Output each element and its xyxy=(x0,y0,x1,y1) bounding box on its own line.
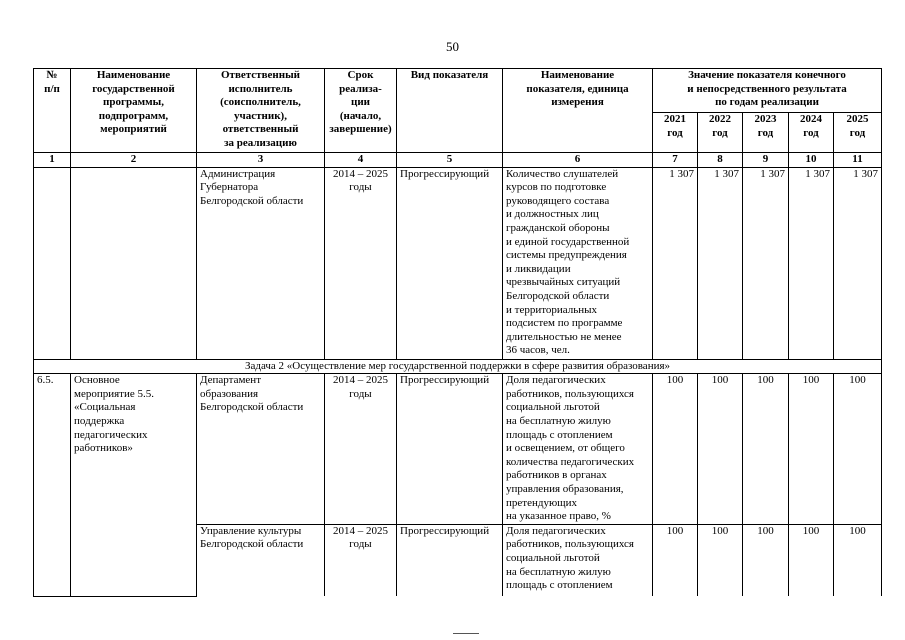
column-number: 9 xyxy=(743,153,789,168)
value-2024: 1 307 xyxy=(789,167,834,359)
column-number: 10 xyxy=(789,153,834,168)
value-2025: 100 xyxy=(834,374,882,525)
column-number: 2 xyxy=(71,153,197,168)
header-year-2023: 2023 год xyxy=(743,113,789,153)
executor-name: Управление культуры Белгородской области xyxy=(197,524,325,596)
column-number: 4 xyxy=(325,153,397,168)
term: 2014 – 2025 годы xyxy=(325,524,397,596)
value-2025: 100 xyxy=(834,524,882,596)
indicator-name: Доля педагогических работников, пользующихся социальной льготой на бесплатную жилую площадь с отоплением и освещением, от общего количества педагогических работников в органах управления образования, претендующих на указанное право, % xyxy=(503,374,653,525)
executor-name: Департамент образования Белгородской области xyxy=(197,374,325,525)
header-year-2021: 2021 год xyxy=(653,113,698,153)
value-2021: 100 xyxy=(653,374,698,525)
value-2022: 100 xyxy=(698,374,743,525)
program-name: Основное мероприятие 5.5. «Социальная поддержка педагогических работников» xyxy=(71,374,197,597)
value-2022: 100 xyxy=(698,524,743,596)
column-number: 5 xyxy=(397,153,503,168)
indicators-table xyxy=(33,68,882,597)
table-row xyxy=(34,374,882,525)
column-number: 7 xyxy=(653,153,698,168)
column-number: 11 xyxy=(834,153,882,168)
value-2021: 100 xyxy=(653,524,698,596)
executor-name: Администрация Губернатора Белгородской области xyxy=(197,167,325,359)
indicator-kind: Прогрессирующий xyxy=(397,374,503,525)
header-num: № п/п xyxy=(34,69,71,153)
value-2023: 100 xyxy=(743,524,789,596)
indicator-name: Количество слушателей курсов по подготовке руководящего состава и должностных лиц гражданской обороны и единой государственной системы предупреждения и ликвидации чрезвычайных ситуаций Белгородской области и территориальных подсистем по программе длительностью не менее 36 часов, чел. xyxy=(503,167,653,359)
header-term: Срок реализа- ции (начало, завершение) xyxy=(325,69,397,153)
header-kind: Вид показателя xyxy=(397,69,503,153)
value-2024: 100 xyxy=(789,374,834,525)
column-numbers-row xyxy=(34,153,882,168)
term: 2014 – 2025 годы xyxy=(325,374,397,525)
task-title: Задача 2 «Осуществление мер государственной поддержки в сфере развития образования» xyxy=(34,359,882,374)
column-number: 3 xyxy=(197,153,325,168)
table-row xyxy=(34,167,882,359)
value-2021: 1 307 xyxy=(653,167,698,359)
value-2022: 1 307 xyxy=(698,167,743,359)
column-number: 6 xyxy=(503,153,653,168)
row-number xyxy=(34,167,71,359)
header-year-2022: 2022 год xyxy=(698,113,743,153)
page-number: 50 xyxy=(446,39,459,54)
header-executor: Ответственный исполнитель (соисполнитель, участник), ответственный за реализацию xyxy=(197,69,325,153)
row-number: 6.5. xyxy=(34,374,71,597)
program-name xyxy=(71,167,197,359)
term: 2014 – 2025 годы xyxy=(325,167,397,359)
task-row xyxy=(34,359,882,374)
value-2024: 100 xyxy=(789,524,834,596)
indicator-name: Доля педагогических работников, пользующихся социальной льготой на бесплатную жилую площадь с отоплением xyxy=(503,524,653,596)
indicator-kind: Прогрессирующий xyxy=(397,167,503,359)
header-indicator: Наименование показателя, единица измерения xyxy=(503,69,653,153)
header-values: Значение показателя конечного и непосредственного результата по годам реализации xyxy=(653,69,882,113)
column-number: 8 xyxy=(698,153,743,168)
header-year-2025: 2025 год xyxy=(834,113,882,153)
value-2023: 1 307 xyxy=(743,167,789,359)
header-program: Наименование государственной программы, подпрограмм, мероприятий xyxy=(71,69,197,153)
header-year-2024: 2024 год xyxy=(789,113,834,153)
scan-artifact-line xyxy=(453,633,479,634)
value-2023: 100 xyxy=(743,374,789,525)
column-number: 1 xyxy=(34,153,71,168)
indicator-kind: Прогрессирующий xyxy=(397,524,503,596)
value-2025: 1 307 xyxy=(834,167,882,359)
